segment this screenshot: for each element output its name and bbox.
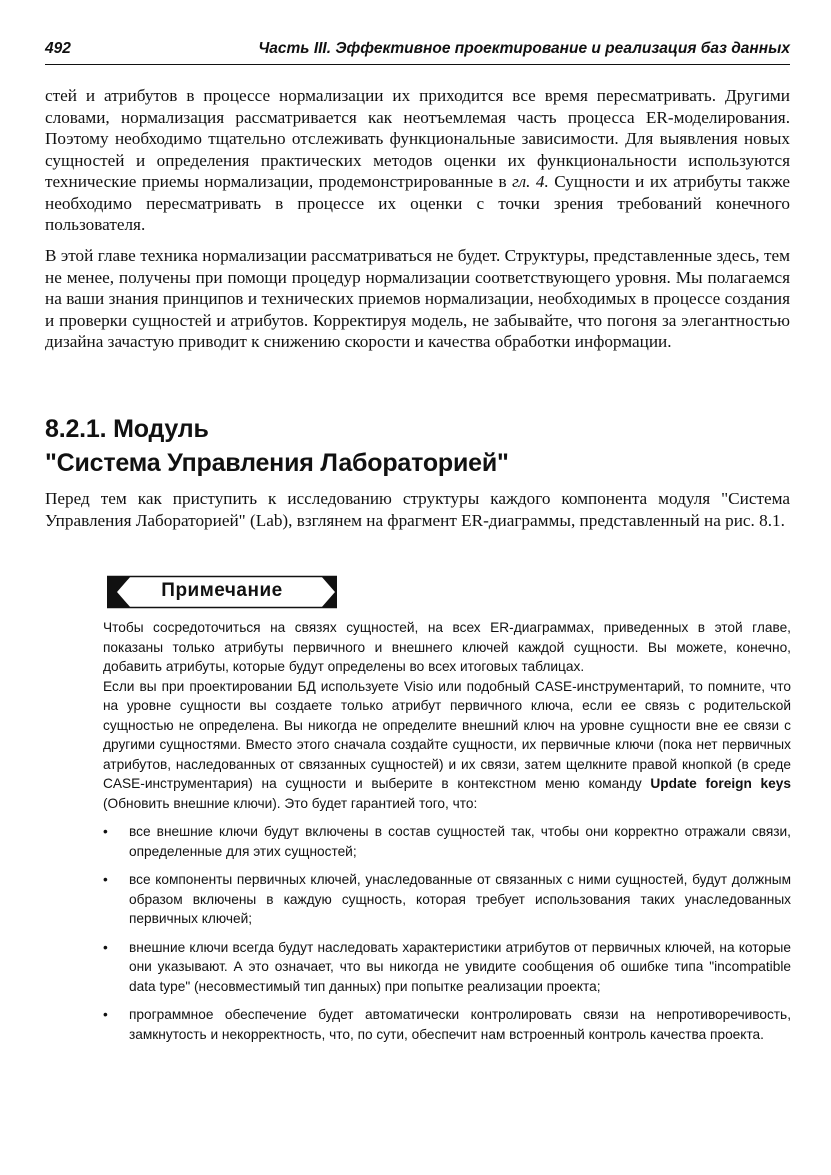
paragraph-1-text-a: стей и атрибутов в процессе нормализации их приходится все время пересматривать. Другими словами, нормализация рассматривается как неотъемлемая часть процесса ER-моделирования. Поэтому необходимо тщательно отслеживать функциональные зависимости. Для выявления новых сущностей и определения практических методов оценки их функциональности используются технические приемы нормализации, продемонстрированные в — [45, 86, 790, 191]
note-paragraph-2-text-b: (Обновить внешние ключи). Это будет гарантией того, что: — [103, 795, 478, 811]
bullet-icon: • — [103, 824, 108, 839]
bullet-icon: • — [103, 939, 108, 955]
section-heading-line-2: "Система Управления Лабораторией" — [45, 449, 509, 477]
note-paragraph-2-text-a: Если вы при проектировании БД используете Visio или подобный CASE-инструментарий, то помните, что на уровне сущности вы создаете только атрибут первичного ключа, если ее связь с родительской сущностью не определена. Вы никогда не определите внешний ключ на уровне сущности вне ее связи с другими сущностями. Вместо этого сначала создайте сущности, их первичные ключи (пока нет первичных атрибутов, наследованных от связанных сущностей) и их связи, затем щелкните правой кнопкой (в среде CASE-инструментария) на сущности и выберите в контекстном меню команду — [103, 678, 791, 791]
chapter-reference: гл. 4. — [512, 172, 549, 191]
section-heading-line-1: 8.2.1. Модуль — [45, 415, 209, 443]
note-paragraph-1: Чтобы сосредоточиться на связях сущностей, на всех ER-диаграммах, приведенных в этой главе, показаны только атрибуты первичного и внешнего ключей каждой сущности. Вы можете, конечно, добавить атрибуты, которые будут определены во всех итоговых таблицах. — [103, 620, 791, 674]
bullet-icon: • — [103, 1007, 108, 1022]
menu-command: Update foreign keys — [650, 776, 792, 791]
note-paragraph-2 — [103, 677, 791, 814]
paragraph-2: В этой главе техника нормализации рассматриваться не будет. Структуры, представленные здесь, тем не менее, получены при помощи процедур нормализации соответствующего уровня. Мы полагаемся на ваши знания принципов и технических приемов нормализации, необходимых в процессе создания и проверки сущностей и атрибутов. Корректируя модель, не забывайте, что погоня за элегантностью дизайна зачастую приводит к снижению скорости и качества обработки информации. — [45, 246, 790, 351]
running-header — [45, 38, 790, 65]
note-label: Примечание — [161, 580, 283, 601]
list-item — [103, 870, 791, 929]
paragraph-1-text-b: Сущности и их атрибуты также необходимо пересматривать в процессе их оценки с точки зрения требований конечного пользователя. — [45, 172, 790, 234]
list-item — [103, 938, 791, 997]
paragraph-1 — [45, 85, 790, 236]
list-item-text: все компоненты первичных ключей, унаследованные от связанных с ними сущностей, будут должным образом включены в каждую сущность, которая требует использования таких унаследованных первичных ключей; — [129, 872, 791, 926]
list-item-text: программное обеспечение будет автоматически контролировать связи на непротиворечивость, замкнутость и некорректность, что, по сути, обеспечит нам встроенный контроль качества проекта. — [129, 1007, 791, 1042]
section-heading — [45, 412, 790, 480]
note-bullet-list — [103, 822, 791, 1044]
list-item — [103, 822, 791, 861]
list-item-text: внешние ключи всегда будут наследовать характеристики атрибутов от первичных ключей, на которые они указывают. А это означает, что вы никогда не увидите сообщения об ошибке типа "incompatible data type" (несовместимый тип данных) при попытке реализации проекта; — [129, 939, 791, 994]
running-title: Часть III. Эффективное проектирование и реализация баз данных — [258, 40, 790, 57]
note-banner — [103, 574, 341, 610]
list-item-text: все внешние ключи будут включены в состав сущностей так, чтобы они корректно отражали связи, определенные для этих сущностей; — [129, 824, 791, 859]
paragraph-3: Перед тем как приступить к исследованию структуры каждого компонента модуля "Система Управления Лабораторией" (Lab), взглянем на фрагмент ER-диаграммы, представленный на рис. 8.1. — [45, 489, 790, 530]
bullet-icon: • — [103, 872, 108, 887]
list-item — [103, 1005, 791, 1044]
note-body — [103, 618, 791, 1053]
page-number: 492 — [45, 40, 71, 57]
